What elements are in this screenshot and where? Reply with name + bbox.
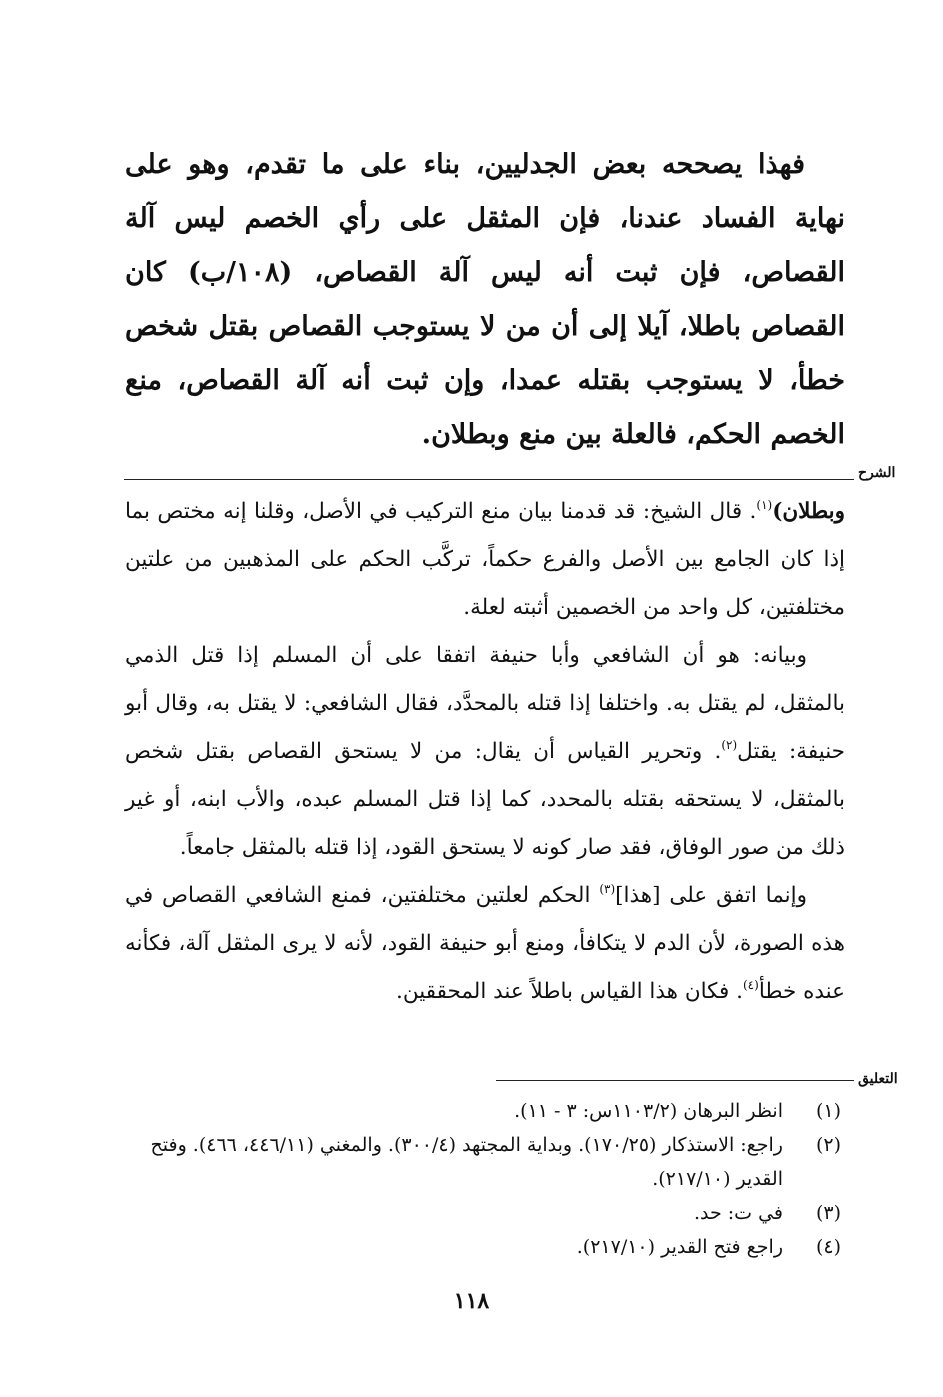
page-number: ١١٨ [453,1288,490,1314]
commentary-paragraph-3 [125,872,845,1016]
footnote-number: (٣) [815,1202,841,1224]
footnote-ref-4: (٤) [742,978,759,992]
commentary-text: . قال الشيخ: قد قدمنا بيان منع التركيب في الأصل، وقلنا إنه مختص بما إذا كان الجامع بين الأصل والفرع حكماً، تركَّب الحكم على المذهبين من علتين مختلفتين، كل واحد من الخصمين أثبته لعلة. [125,499,845,620]
commentary-text: . وتحرير القياس أن يقال: من لا يستحق القصاص بقتل شخص بالمثقل، لا يستحقه بقتله بالمحدد، كما إذا قتل المسلم عبده، والأب ابنه، أو غير ذلك من صور الوفاق، فقد صار كونه لا يستحق القود، إذا قتله بالمثقل جامعاً. [125,739,845,860]
commentary-block [125,488,845,1016]
footnote-text: راجع فتح القدير (٢١٧/١٠). [576,1236,783,1258]
commentary-text: الحكم لعلتين مختلفتين، فمنع الشافعي القصاص في هذه الصورة، لأن الدم لا يتكافأ، ومنع أبو حنيفة القود، لأنه لا يرى المثقل آلة، فكأنه عنده خطأ [125,883,845,1004]
commentary-text: وإنما اتفق على [هذا] [615,883,808,908]
footnote-text: راجع: الاستذكار (١٧٠/٢٥). وبداية المجتهد (٣٠٠/٤). والمغني (٤٤٦/١١، ٤٦٦). وفتح القدير (٢١٧/١٠). [150,1134,783,1190]
main-text-block [125,138,845,462]
footnote-number: (٢) [815,1134,841,1156]
footnote-item [125,1230,845,1264]
footnotes-block [125,1094,845,1264]
footnote-text: في ت: حد. [693,1202,783,1224]
commentary-label: الشرح [858,465,896,481]
footnote-ref-1: (١) [756,498,773,512]
footnote-text: انظر البرهان (١١٠٣/٢س: ٣ - ١١). [514,1100,783,1122]
footnote-ref-3: (٣) [599,882,616,896]
commentary-lead-word: وبطلان) [772,499,845,524]
main-text-paragraph: فهذا يصححه بعض الجدليين، بناء على ما تقدم، وهو على نهاية الفساد عندنا، فإن المثقل على رأي الخصم ليس آلة القصاص، فإن ثبت أنه ليس آلة القصاص، (١٠٨/ب) كان القصاص باطلا، آيلا إلى أن من لا يستوجب القصاص بقتل شخص خطأ، لا يستوجب بقتله عمدا، وإن ثبت أنه آلة القصاص، منع الخصم الحكم، فالعلة بين منع وبطلان. [125,149,845,450]
commentary-text: . فكان هذا القياس باطلاً عند المحققين. [396,979,743,1004]
commentary-text: وبيانه: هو أن الشافعي وأبا حنيفة اتفقا على أن المسلم إذا قتل الذمي بالمثقل، لم يقتل به. واختلفا إذا قتله بالمحدَّد، فقال الشافعي: لا يقتل به، وقال أبو حنيفة: يقتل [125,643,845,764]
footnote-number: (١) [815,1100,841,1122]
commentary-paragraph-2 [125,632,845,872]
footnote-item [125,1128,845,1196]
footnote-item [125,1094,845,1128]
commentary-separator [124,479,854,480]
commentary-paragraph-1 [125,488,845,632]
footnote-item [125,1196,845,1230]
footnotes-separator [496,1080,854,1081]
footnote-number: (٤) [815,1236,841,1258]
footnotes-label: التعليق [858,1071,898,1087]
footnote-ref-2: (٢) [721,738,738,752]
